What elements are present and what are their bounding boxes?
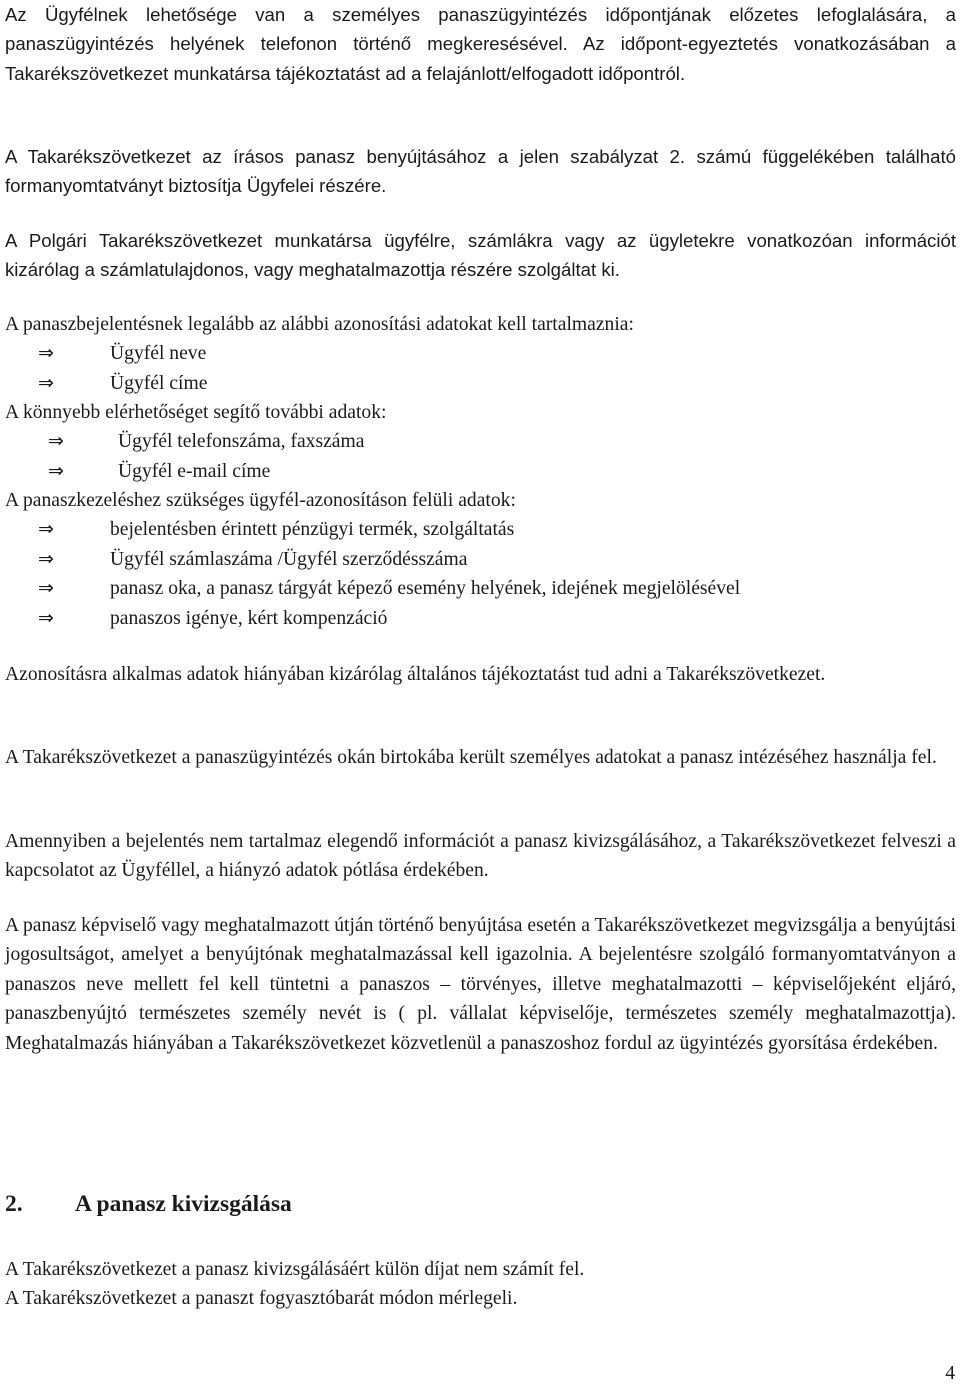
section-title: A panasz kivizsgálása — [75, 1191, 292, 1217]
section-heading — [5, 1188, 292, 1220]
paragraph-personal-data: A Takarékszövetkezet a panaszügyintézés okán birtokába került személyes adatokat a panasz intézéséhez használja fel. — [5, 747, 937, 768]
list-item: Ügyfél telefonszáma, faxszáma — [118, 431, 365, 452]
extra-intro: A panaszkezeléshez szükséges ügyfél-azonosításon felüli adatok: — [5, 490, 516, 511]
list-item: bejelentésben érintett pénzügyi termék, szolgáltatás — [110, 519, 515, 540]
list-item: Ügyfél neve — [110, 343, 207, 364]
paragraph-information: A Polgári Takarékszövetkezet munkatársa ügyfélre, számlákra vagy az ügyletekre vonatkozóan információt kizárólag a számlatulajdonos, vagy meghatalmazottja részére szolgáltat ki. — [5, 230, 956, 281]
page-number: 4 — [945, 1363, 955, 1384]
arrow-icon: ⇒ — [38, 342, 54, 364]
arrow-icon: ⇒ — [38, 607, 54, 629]
paragraph-identification-missing: Azonosításra alkalmas adatok hiányában kizárólag általános tájékoztatást tud adni a Takarékszövetkezet. — [5, 664, 826, 685]
list-item: Ügyfél számlaszáma /Ügyfél szerződésszáma — [110, 549, 468, 570]
section-number: 2. — [5, 1191, 23, 1217]
list-item: Ügyfél címe — [110, 373, 208, 394]
arrow-icon: ⇒ — [48, 430, 64, 452]
paragraph-appointment: Az Ügyfélnek lehetősége van a személyes panaszügyintézés időpontjának előzetes lefoglalására, a panaszügyintézés helyének telefonon történő megkeresésével. Az időpont-egyeztetés vonatkozásában a Takarékszövetkezet munkatársa tájékoztatást ad a felajánlott/elfogadott időpontról. — [5, 4, 956, 84]
section-line: A Takarékszövetkezet a panaszt fogyasztóbarát módon mérlegeli. — [5, 1288, 518, 1309]
contact-intro: A könnyebb elérhetőséget segítő további adatok: — [5, 402, 387, 423]
arrow-icon: ⇒ — [38, 548, 54, 570]
arrow-icon: ⇒ — [38, 372, 54, 394]
paragraph-insufficient-info: Amennyiben a bejelentés nem tartalmaz elegendő információt a panasz kivizsgálásához, a Takarékszövetkezet felveszi a kapcsolatot az Ügyféllel, a hiányzó adatok pótlása érdekében. — [5, 831, 956, 882]
paragraph-representative: A panasz képviselő vagy meghatalmazott útján történő benyújtása esetén a Takarékszövetkezet megvizsgálja a benyújtási jogosultságot, amelyet a benyújtónak meghatalmazással kell igazolnia. A bejelentésre szolgáló formanyomtatványon a panaszos neve mellett fel kell tüntetni a panaszos – törvényes, illetve meghatalmazotti – képviselőjeként eljáró, panaszbenyújtó természetes személy nevét is ( pl. vállalat képviselője, természetes személy meghatalmazottja). Meghatalmazás hiányában a Takarékszövetkezet közvetlenül a panaszoshoz fordul az ügyintézés gyorsítása érdekében. — [5, 915, 956, 1054]
arrow-icon: ⇒ — [38, 577, 54, 599]
list-item: panasz oka, a panasz tárgyát képező esemény helyének, idejének megjelölésével — [110, 578, 741, 599]
identification-intro: A panaszbejelentésnek legalább az alábbi azonosítási adatokat kell tartalmaznia: — [5, 314, 634, 335]
list-item: Ügyfél e-mail címe — [118, 461, 271, 482]
arrow-icon: ⇒ — [48, 460, 64, 482]
paragraph-form: A Takarékszövetkezet az írásos panasz benyújtásához a jelen szabályzat 2. számú függelékében található formanyomtatványt biztosítja Ügyfelei részére. — [5, 146, 956, 197]
list-item: panaszos igénye, kért kompenzáció — [110, 608, 388, 629]
arrow-icon: ⇒ — [38, 518, 54, 540]
section-line: A Takarékszövetkezet a panasz kivizsgálásáért külön díjat nem számít fel. — [5, 1259, 585, 1280]
